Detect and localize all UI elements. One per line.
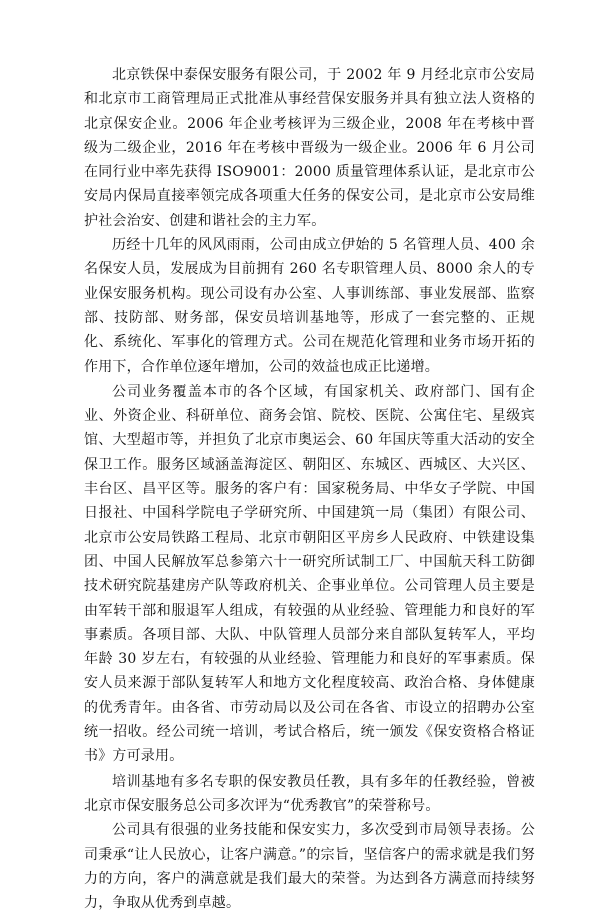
- paragraph-company-intro: 北京铁保中泰保安服务有限公司，于 2002 年 9 月经北京市公安局和北京市工商管理局正式批准从事经营保安服务并具有独立法人资格的北京保安企业。2006 年企业考核评为三级企业，2008 年在考核中晋级为二级企业，2016 年在考核中晋级为一级企业。2006 年 6 月公司在同行业中率先获得 ISO9001：2000 质量管理体系认证，是北京市公安局内保局直接率领完成各项重大任务的保安公司，是北京市公安局维护社会治安、创建和谐社会的主力军。: [84, 67, 535, 229]
- paragraph-company-mission: 公司具有很强的业务技能和保安实力，多次受到市局领导表扬。公司秉承“让人民放心，让客户满意。”的宗旨，坚信客户的需求就是我们努力的方向，客户的满意就是我们最大的荣誉。为达到各方满意而持续努力，争取从优秀到卓越。: [84, 822, 535, 912]
- paragraph-company-history: 历经十几年的风风雨雨，公司由成立伊始的 5 名管理人员、400 余名保安人员，发展成为目前拥有 260 名专职管理人员、8000 余人的专业保安服务机构。现公司设有办公室、人事训练部、事业发展部、监察部、技防部、财务部，保安员培训基地等，形成了一套完整的、正规化、系统化、军事化的管理方式。公司在规范化管理和业务市场开拓的作用下，合作单位逐年增加，公司的效益也成正比递增。: [84, 237, 535, 375]
- paragraph-business-coverage: 公司业务覆盖本市的各个区域，有国家机关、政府部门、国有企业、外资企业、科研单位、商务会馆、院校、医院、公寓住宅、星级宾馆、大型超市等，并担负了北京市奥运会、60 年国庆等重大活动的安全保卫工作。服务区域涵盖海淀区、朝阳区、东城区、西城区、大兴区、丰台区、昌平区等。服务的客户有：国家税务局、中华女子学院、中国日报社、中国科学院电子学研究所、中国建筑一局（集团）有限公司、北京市公安局铁路工程局、北京市朝阳区平房乡人民政府、中铁建设集团、中国人民解放军总参第六十一研究所试制工厂、中国航天科工防御技术研究院基建房产队等政府机关、企事业单位。公司管理人员主要是由军转干部和服退军人组成，有较强的从业经验、管理能力和良好的军事素质。各项目部、大队、中队管理人员部分来自部队复转军人，平均年龄 30 岁左右，有较强的从业经验、管理能力和良好的军事素质。保安人员来源于部队复转军人和地方文化程度较高、政治合格、身体健康的优秀青年。由各省、市劳动局以及公司在各省、市设立的招聘办公室统一招收。经公司统一培训，考试合格后，统一颁发《保安资格合格证书》方可录用。: [84, 383, 535, 765]
- paragraph-training-base: 培训基地有多名专职的保安教员任教，具有多年的任教经验，曾被北京市保安服务总公司多次评为“优秀教官”的荣誉称号。: [84, 773, 535, 814]
